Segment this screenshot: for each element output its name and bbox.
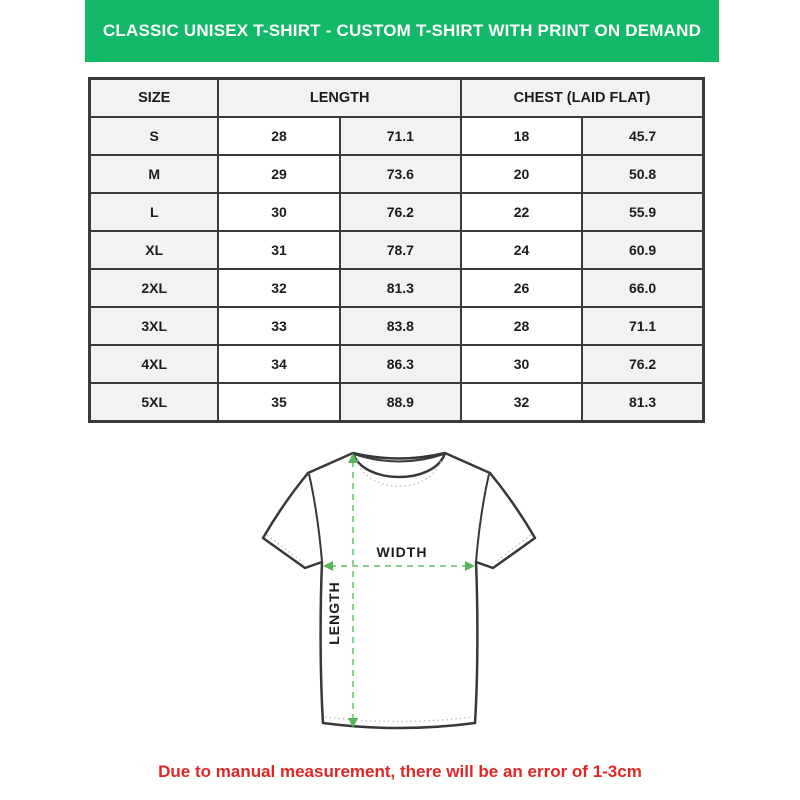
table-row xyxy=(90,269,704,307)
column-header-chest: CHEST (LAID FLAT) xyxy=(461,79,704,118)
tshirt-outline-drawing xyxy=(250,440,550,740)
cell-chest-cm: 71.1 xyxy=(582,307,703,345)
cell-length-cm: 81.3 xyxy=(340,269,461,307)
length-label: LENGTH xyxy=(326,581,342,645)
cell-chest-cm: 50.8 xyxy=(582,155,703,193)
table-row xyxy=(90,117,704,155)
width-label: WIDTH xyxy=(376,544,428,560)
cell-size: L xyxy=(90,193,219,231)
cell-length-cm: 83.8 xyxy=(340,307,461,345)
cell-chest-cm: 55.9 xyxy=(582,193,703,231)
cell-length-in: 35 xyxy=(218,383,339,422)
table-row xyxy=(90,193,704,231)
title-banner xyxy=(85,0,719,62)
table-header-row xyxy=(90,79,704,118)
cell-size: S xyxy=(90,117,219,155)
cell-length-in: 33 xyxy=(218,307,339,345)
cell-size: XL xyxy=(90,231,219,269)
column-header-size: SIZE xyxy=(90,79,219,118)
cell-length-in: 28 xyxy=(218,117,339,155)
table-row xyxy=(90,231,704,269)
cell-chest-cm: 45.7 xyxy=(582,117,703,155)
cell-chest-in: 18 xyxy=(461,117,582,155)
cell-size: 4XL xyxy=(90,345,219,383)
measurement-error-note: Due to manual measurement, there will be an error of 1-3cm xyxy=(158,762,642,781)
tshirt-body-outline xyxy=(263,453,535,728)
cell-chest-in: 20 xyxy=(461,155,582,193)
cell-length-in: 29 xyxy=(218,155,339,193)
cell-chest-in: 28 xyxy=(461,307,582,345)
cell-size: 3XL xyxy=(90,307,219,345)
cell-length-in: 31 xyxy=(218,231,339,269)
cell-chest-in: 22 xyxy=(461,193,582,231)
column-header-length: LENGTH xyxy=(218,79,461,118)
cell-size: M xyxy=(90,155,219,193)
cell-size: 5XL xyxy=(90,383,219,422)
cell-chest-in: 32 xyxy=(461,383,582,422)
tshirt-measurement-diagram xyxy=(250,440,550,740)
cell-length-in: 32 xyxy=(218,269,339,307)
table-row xyxy=(90,345,704,383)
cell-chest-in: 26 xyxy=(461,269,582,307)
table-row xyxy=(90,155,704,193)
cell-chest-cm: 81.3 xyxy=(582,383,703,422)
cell-length-cm: 78.7 xyxy=(340,231,461,269)
cell-length-in: 30 xyxy=(218,193,339,231)
cell-chest-cm: 60.9 xyxy=(582,231,703,269)
cell-length-cm: 71.1 xyxy=(340,117,461,155)
cell-length-cm: 86.3 xyxy=(340,345,461,383)
table-row xyxy=(90,383,704,422)
table-row xyxy=(90,307,704,345)
cell-chest-in: 24 xyxy=(461,231,582,269)
cell-length-cm: 73.6 xyxy=(340,155,461,193)
cell-size: 2XL xyxy=(90,269,219,307)
cell-length-cm: 88.9 xyxy=(340,383,461,422)
cell-chest-cm: 66.0 xyxy=(582,269,703,307)
cell-chest-in: 30 xyxy=(461,345,582,383)
cell-length-cm: 76.2 xyxy=(340,193,461,231)
cell-chest-cm: 76.2 xyxy=(582,345,703,383)
size-chart-table xyxy=(88,77,705,423)
cell-length-in: 34 xyxy=(218,345,339,383)
page-title: CLASSIC UNISEX T-SHIRT - CUSTOM T-SHIRT WITH PRINT ON DEMAND xyxy=(102,21,702,40)
